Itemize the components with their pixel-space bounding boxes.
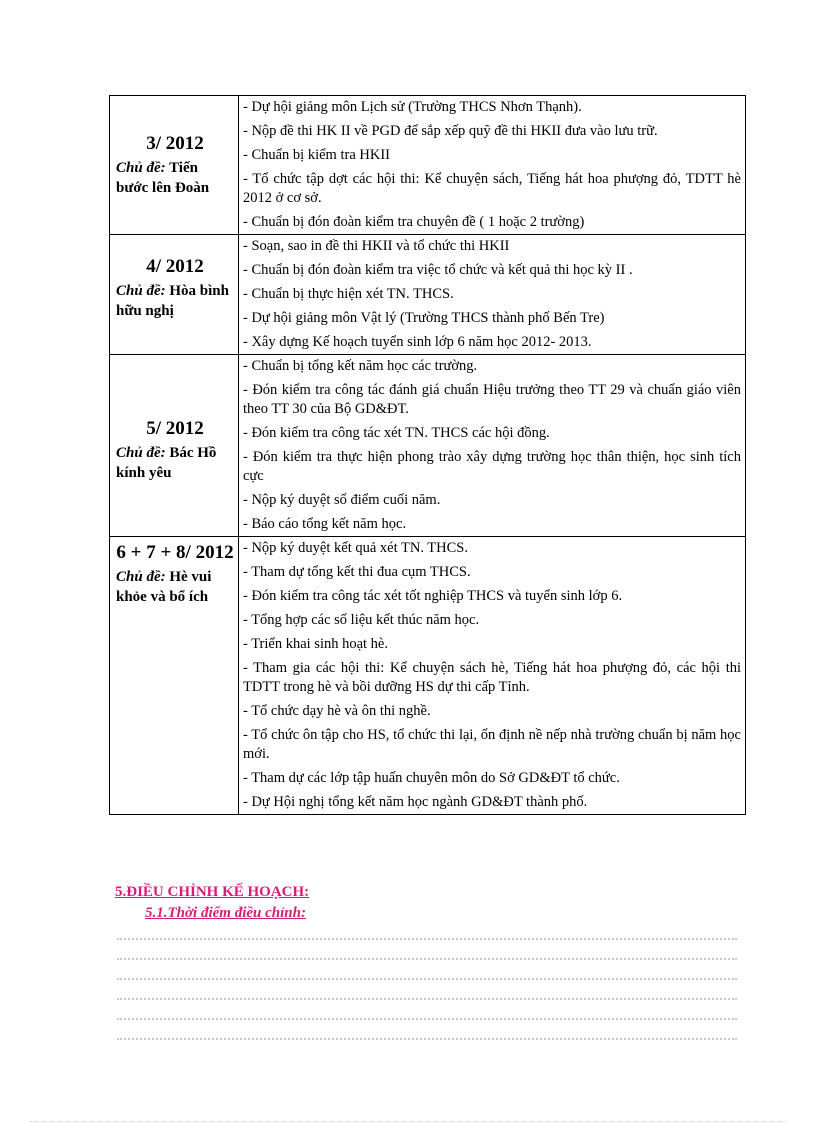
theme-block [116,158,234,198]
month-label: 3/ 2012 [146,133,204,154]
plan-row [110,537,746,815]
task-item: - Chuẩn bị thực hiện xét TN. THCS. [243,286,454,302]
theme-text: Hòa bình hữu nghị [116,283,229,319]
section-heading: 5.ĐIỀU CHỈNH KẾ HOẠCH: [115,884,310,900]
blank-dotted-line [117,935,737,940]
month-label: 5/ 2012 [146,418,204,439]
theme-text: Hè vui khỏe và bổ ích [116,569,212,605]
theme-text: Bác Hồ kính yêu [116,445,217,481]
theme-label: Chủ đề: [116,160,166,176]
plan-table [109,95,746,815]
task-item: - Dự hội giảng môn Vật lý (Trường THCS thành phố Bến Tre) [243,310,605,326]
task-item: - Đón kiểm tra thực hiện phong trào xây dựng trường học thân thiện, học sinh tích cực [243,449,741,484]
month-cell [110,96,239,235]
plan-row [110,96,746,235]
task-item: - Dự hội giảng môn Lịch sử (Trường THCS Nhơn Thạnh). [243,99,582,115]
task-item: - Tổ chức ôn tập cho HS, tổ chức thi lại, ổn định nề nếp nhà trường chuẩn bị năm học mới. [243,727,741,762]
month-cell [110,537,239,815]
tasks-cell [239,537,746,815]
blank-dotted-line [117,955,737,960]
task-item: - Soạn, sao in đề thi HKII và tổ chức thi HKII [243,238,510,254]
task-item: - Nộp ký duyệt kết quả xét TN. THCS. [243,540,468,556]
task-item: - Đón kiểm tra công tác xét TN. THCS các hội đồng. [243,425,550,441]
task-item: - Tham gia các hội thi: Kể chuyện sách hè, Tiếng hát hoa phượng đỏ, các hội thi TDTT trong hè và bồi dưỡng HS dự thi cấp Tỉnh. [243,660,741,695]
month-label: 4/ 2012 [146,256,204,277]
task-item: - Nộp đề thi HK II về PGD để sắp xếp quỹ đề thi HKII đưa vào lưu trữ. [243,123,658,139]
tasks-cell [239,96,746,235]
tasks-cell [239,355,746,537]
subsection-heading: 5.1.Thời điểm điều chỉnh: [145,905,306,921]
task-item: - Tổ chức dạy hè và ôn thi nghề. [243,703,431,719]
task-item: - Tổng hợp các số liệu kết thúc năm học. [243,612,480,628]
task-item: - Tham dự tổng kết thi đua cụm THCS. [243,564,471,580]
task-item: - Xây dựng Kế hoạch tuyển sinh lớp 6 năm học 2012- 2013. [243,334,592,350]
task-item: - Tổ chức tập dợt các hội thi: Kể chuyện sách, Tiếng hát hoa phượng đỏ, TDTT hè 2012 ở cơ sở. [243,171,741,206]
task-item: - Chuẩn bị tổng kết năm học các trường. [243,358,478,374]
task-item: - Báo cáo tổng kết năm học. [243,516,407,532]
task-item: - Tham dự các lớp tập huấn chuyên môn do Sở GD&ĐT tổ chức. [243,770,620,786]
blank-dotted-line [117,975,737,980]
theme-block [116,567,234,607]
theme-block [116,281,234,321]
month-cell [110,355,239,537]
blank-dotted-line [117,1015,737,1020]
theme-label: Chủ đề: [116,445,166,461]
task-item: - Nộp ký duyệt sổ điểm cuối năm. [243,492,441,508]
task-item: - Đón kiểm tra công tác xét tốt nghiệp THCS và tuyển sinh lớp 6. [243,588,623,604]
task-item: - Chuẩn bị kiểm tra HKII [243,147,390,163]
task-item: - Chuẩn bị đón đoàn kiểm tra chuyên đề ( 1 hoặc 2 trường) [243,214,585,230]
blank-dotted-line [117,995,737,1000]
theme-block [116,443,234,483]
task-item: - Đón kiểm tra công tác đánh giá chuẩn Hiệu trưởng theo TT 29 và chuẩn giáo viên theo TT 30 của Bộ GD&ĐT. [243,382,741,417]
plan-table-body [110,96,746,815]
task-item: - Dự Hội nghị tổng kết năm học ngành GD&ĐT thành phố. [243,794,588,810]
month-cell [110,235,239,355]
task-item: - Triển khai sinh hoạt hè. [243,636,388,652]
tasks-cell [239,235,746,355]
task-item: - Chuẩn bị đón đoàn kiểm tra việc tổ chức và kết quả thi học kỳ II . [243,262,633,278]
theme-text: Tiến bước lên Đoàn [116,160,210,196]
theme-label: Chủ đề: [116,283,166,299]
plan-row [110,355,746,537]
month-label: 6 + 7 + 8/ 2012 [116,542,234,563]
theme-label: Chủ đề: [116,569,166,585]
blank-dotted-line [117,1035,737,1040]
plan-row [110,235,746,355]
